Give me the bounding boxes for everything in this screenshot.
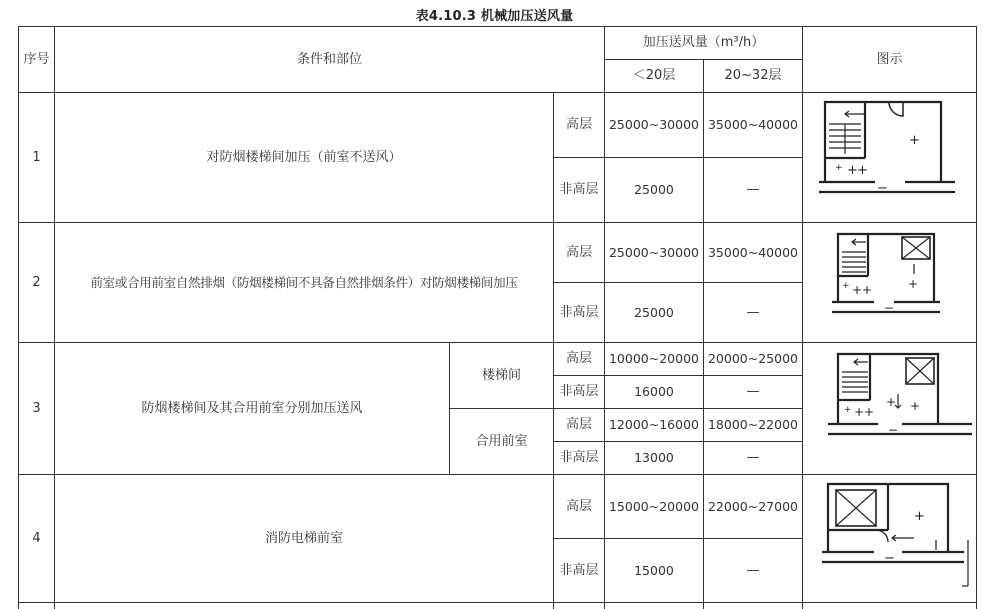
row3-stair-high-label: 高层 bbox=[565, 351, 592, 366]
row3-sub-stair: 楼梯间 bbox=[481, 367, 521, 383]
row3-front-high-lt20: 12000~16000 bbox=[608, 417, 699, 432]
row3-front-low-lt20: 13000 bbox=[634, 450, 674, 465]
svg-text:+: + bbox=[908, 277, 919, 291]
svg-text:+: + bbox=[842, 281, 850, 291]
svg-text:+: + bbox=[862, 283, 873, 297]
svg-text:−: − bbox=[884, 301, 895, 315]
svg-text:−: − bbox=[888, 423, 899, 437]
svg-text:−: − bbox=[884, 551, 895, 566]
row2-index: 2 bbox=[32, 274, 41, 290]
header-figure: 图示 bbox=[876, 51, 903, 67]
col-divider-figure bbox=[802, 26, 803, 609]
row3-stair-high-lt20: 10000~20000 bbox=[608, 351, 699, 366]
row2-high-label: 高层 bbox=[565, 244, 592, 260]
row1-condition: 对防烟楼梯间加压（前室不送风） bbox=[206, 149, 402, 165]
header-air-volume: 加压送风量（m³/h） bbox=[642, 35, 765, 50]
svg-text:+: + bbox=[910, 399, 921, 413]
row1-low-lt20: 25000 bbox=[634, 182, 674, 197]
row1-floor-plan-figure bbox=[815, 98, 965, 216]
row2-low-label: 非高层 bbox=[559, 304, 599, 320]
header-index: 序号 bbox=[23, 51, 50, 67]
row1-low-20-32: — bbox=[746, 182, 760, 197]
row3-stair-low-lt20: 16000 bbox=[634, 384, 674, 399]
svg-text:+: + bbox=[909, 133, 920, 148]
table-title: 表4.10.3 机械加压送风量 bbox=[415, 9, 574, 24]
header-20-32: 20~32层 bbox=[724, 68, 782, 83]
row3-front-high-20-32: 18000~22000 bbox=[707, 417, 798, 432]
row4-low-lt20: 15000 bbox=[634, 562, 674, 578]
header-lt20: ＜20层 bbox=[632, 68, 676, 83]
row3-stair-low-20-32: — bbox=[746, 384, 760, 399]
row4-high-20-32: 22000~27000 bbox=[707, 498, 798, 514]
row2-high-lt20: 25000~30000 bbox=[608, 244, 699, 260]
row2-low-lt20: 25000 bbox=[634, 304, 674, 320]
svg-text:+: + bbox=[914, 509, 925, 524]
row4-high-lt20: 15000~20000 bbox=[608, 498, 699, 514]
row1-high-label: 高层 bbox=[565, 117, 592, 132]
row3-sub-front: 合用前室 bbox=[475, 433, 528, 449]
row4-high-label: 高层 bbox=[565, 498, 592, 514]
row3-floor-plan-figure bbox=[822, 348, 972, 448]
row4-bottom-divider bbox=[18, 602, 977, 603]
row1-high-lt20: 25000~30000 bbox=[608, 117, 699, 132]
svg-text:+: + bbox=[854, 405, 865, 419]
row4-low-label: 非高层 bbox=[559, 562, 599, 578]
row2-floor-plan-figure bbox=[822, 228, 944, 328]
row2-condition: 前室或合用前室自然排烟（防烟楼梯间不具备自然排烟条件）对防烟楼梯间加压 bbox=[90, 274, 518, 290]
svg-text:+: + bbox=[844, 405, 852, 415]
row2-high-20-32: 35000~40000 bbox=[707, 244, 798, 260]
table-border-right bbox=[976, 26, 977, 609]
row4-low-20-32: — bbox=[746, 562, 760, 578]
row4-floor-plan-figure bbox=[818, 480, 974, 596]
row3-front-high-label: 高层 bbox=[565, 417, 592, 432]
row3-stair-low-label: 非高层 bbox=[559, 384, 599, 399]
row1-index: 1 bbox=[32, 149, 41, 165]
row4-condition: 消防电梯前室 bbox=[264, 530, 343, 546]
row1-low-label: 非高层 bbox=[559, 182, 599, 197]
row3-front-low-20-32: — bbox=[746, 450, 760, 465]
svg-text:+: + bbox=[852, 283, 863, 297]
svg-text:+: + bbox=[886, 395, 897, 409]
header-condition: 条件和部位 bbox=[296, 51, 362, 67]
row1-high-20-32: 35000~40000 bbox=[707, 117, 798, 132]
row2-low-20-32: — bbox=[746, 304, 760, 320]
row3-index: 3 bbox=[32, 400, 41, 416]
svg-text:+: + bbox=[864, 405, 875, 419]
svg-text:+: + bbox=[835, 163, 843, 173]
row4-index: 4 bbox=[32, 530, 41, 546]
row3-stair-high-20-32: 20000~25000 bbox=[707, 351, 798, 366]
row3-front-low-label: 非高层 bbox=[559, 450, 599, 465]
row3-condition: 防烟楼梯间及其合用前室分别加压送风 bbox=[141, 400, 363, 416]
svg-text:+: + bbox=[847, 163, 858, 178]
svg-text:−: − bbox=[877, 181, 888, 196]
svg-text:+: + bbox=[857, 163, 868, 178]
